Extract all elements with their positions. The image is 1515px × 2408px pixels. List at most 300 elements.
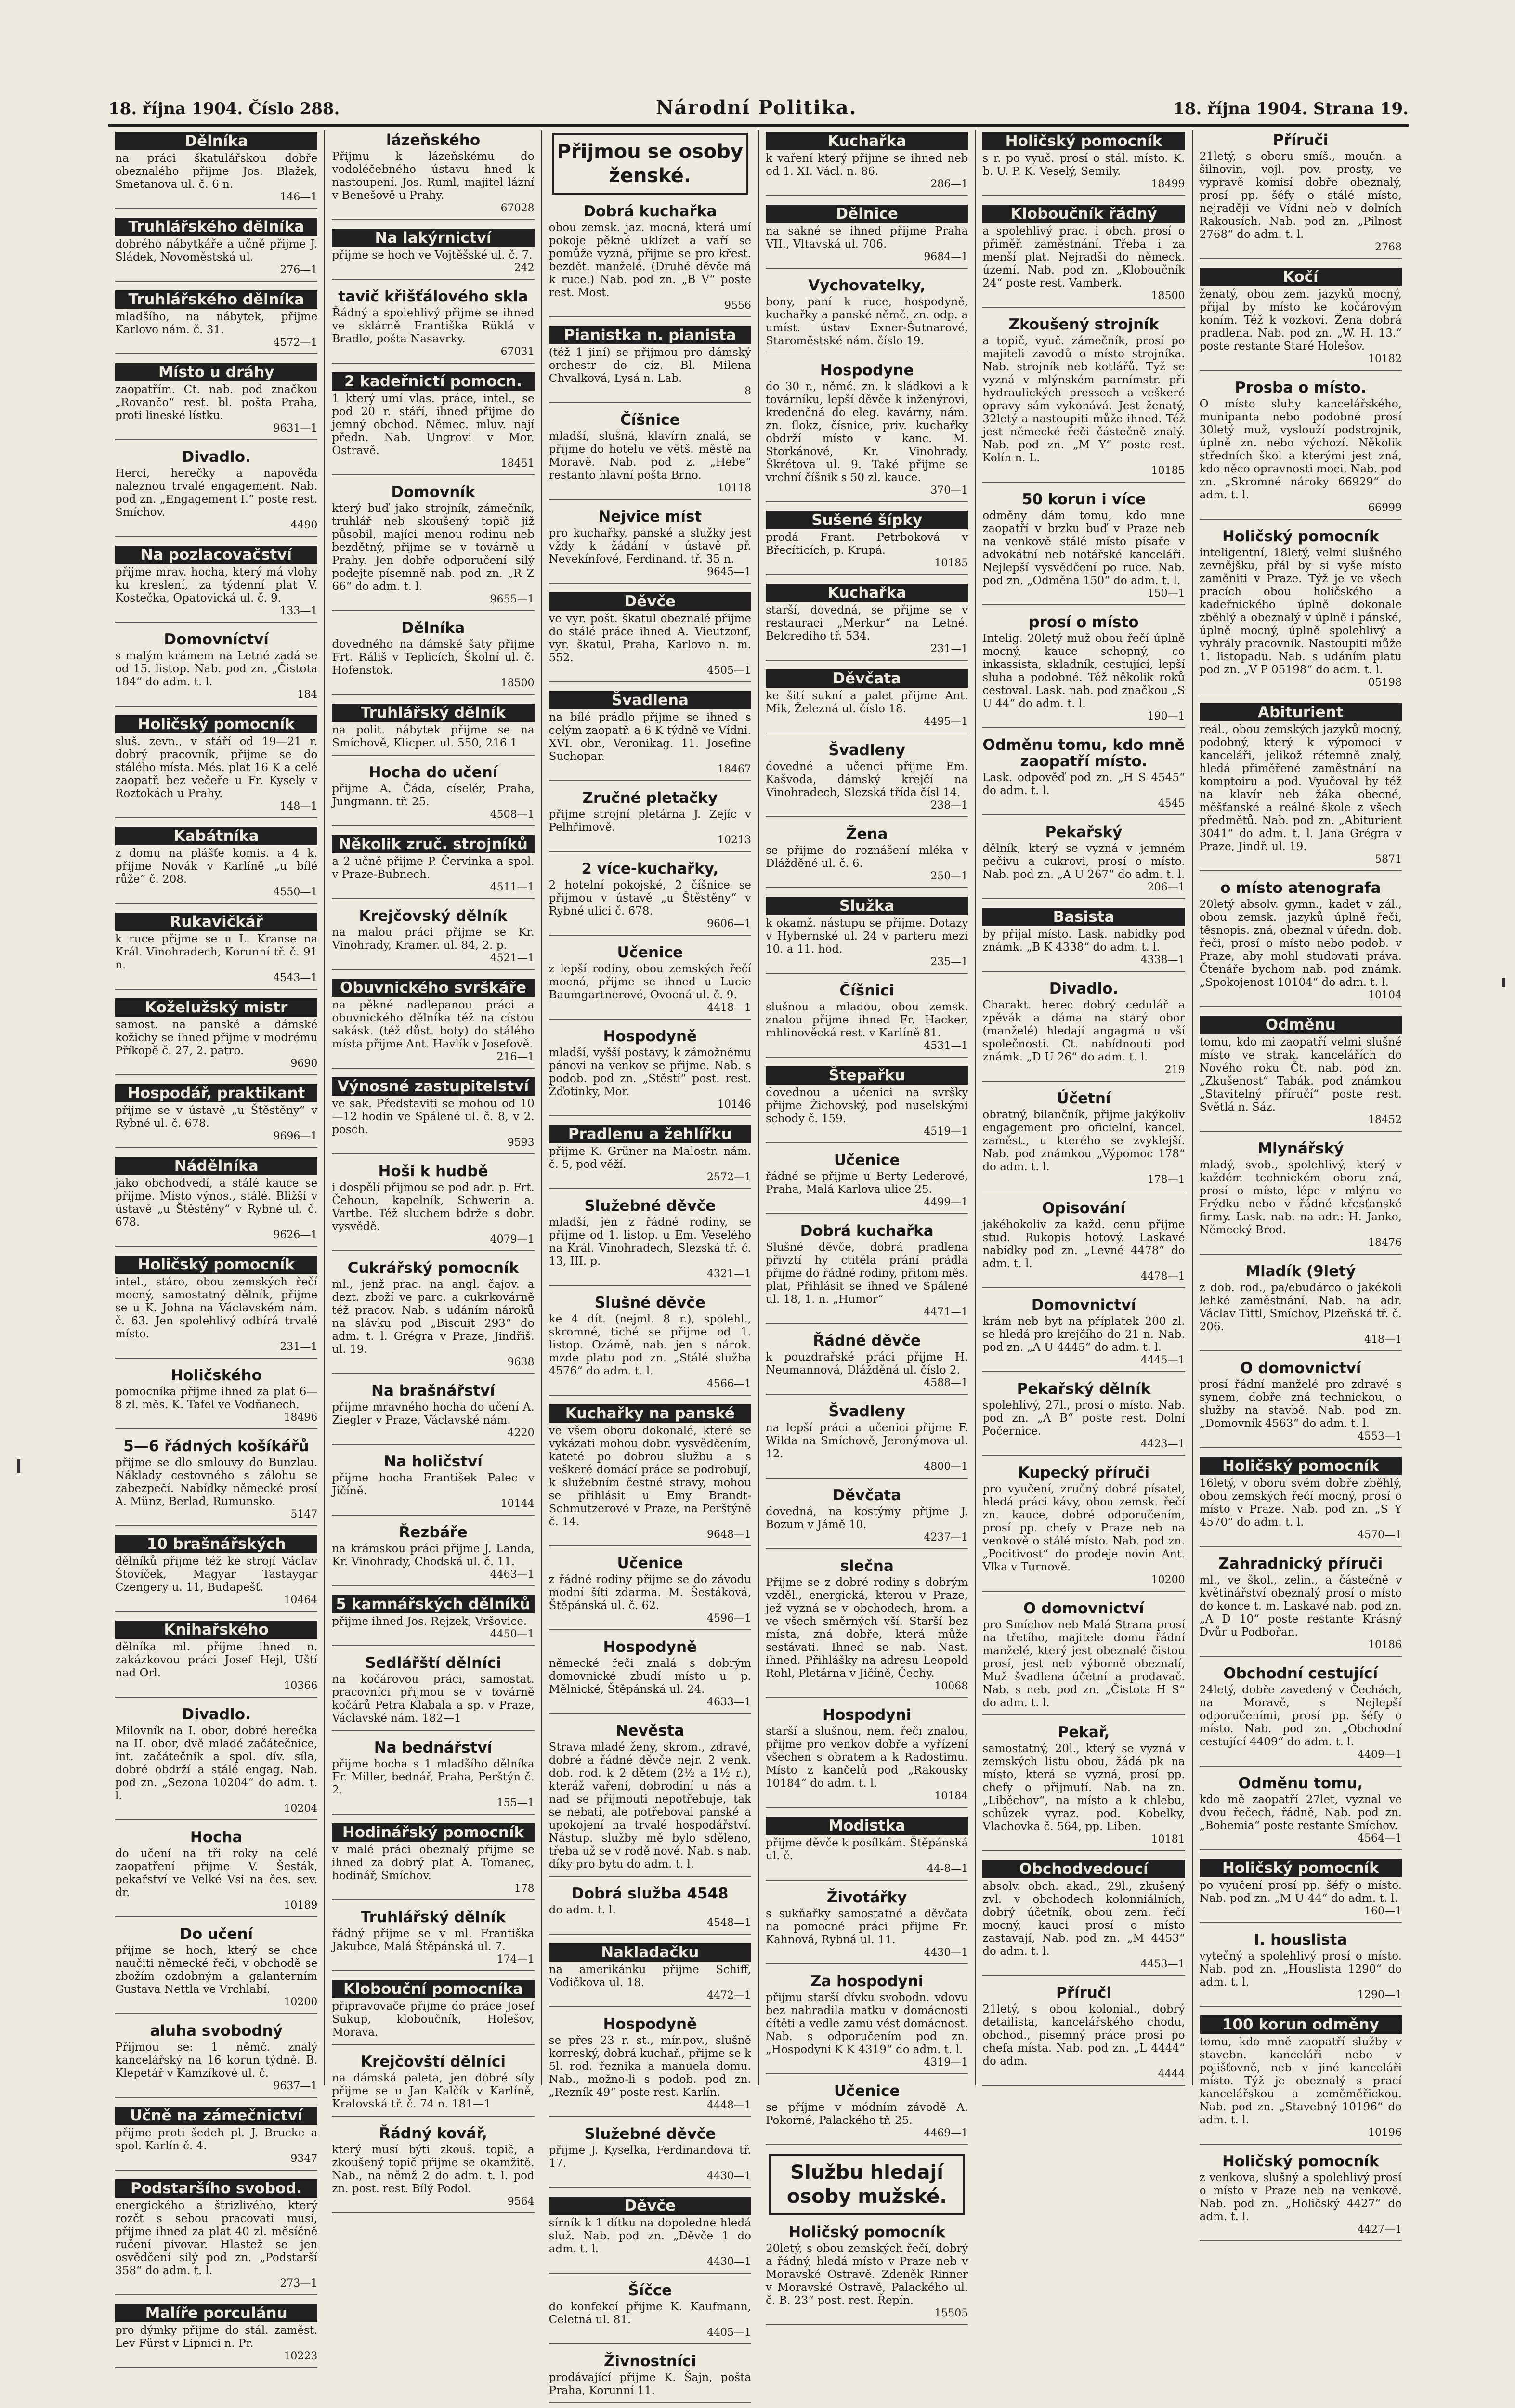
ad-body: s sukňařky samostatné a děvčata na pomocné práci přijme Fr. Kahnová, Rybná ul. 11. xyxy=(765,1908,968,1946)
ad-heading-text: Nevěsta xyxy=(615,1722,685,1740)
classified-ad xyxy=(115,546,317,623)
classified-ad xyxy=(1200,880,1402,1007)
ad-heading xyxy=(549,691,751,709)
classified-ad xyxy=(115,631,317,707)
ad-reference-number: 4531—1 xyxy=(924,1040,968,1052)
ad-heading xyxy=(982,1465,1185,1481)
classified-ad xyxy=(549,509,751,584)
ad-reference-number: 178—1 xyxy=(1147,1174,1185,1186)
ad-heading-text: Krejčovští dělníci xyxy=(360,2053,506,2070)
ad-heading xyxy=(115,2304,317,2322)
ad-heading-text: Holičský pomocník xyxy=(1200,1859,1402,1877)
ad-heading-text: Pradlenu a žehlířku xyxy=(549,1125,751,1143)
ad-heading xyxy=(549,1404,751,1423)
ad-heading xyxy=(549,2126,751,2142)
classified-ad xyxy=(766,1333,968,1395)
ad-reference-number: 4430—1 xyxy=(706,2170,751,2182)
ad-reference-number: 66999 xyxy=(1368,502,1402,514)
ad-heading-text: Do učení xyxy=(180,1925,253,1943)
ad-heading-text: Modistka xyxy=(766,1817,968,1835)
ad-reference-number: 4444 xyxy=(1158,2068,1185,2080)
classified-ad xyxy=(982,824,1185,899)
ad-heading xyxy=(115,1926,317,1942)
ad-body: starší a slušnou, nem. řeči znalou, přijme pro venkov dobře a vyřízení všechen s obratem a k Radostimu. Místo z kančelů pod „Rakousky 10184“ do adm. t. l. xyxy=(765,1725,968,1790)
ad-heading xyxy=(766,1707,968,1723)
classified-ad xyxy=(982,1600,1185,1715)
ad-body: do učení na tři roky na celé zaopatření přijme V. Šesták, pekařství ve Velké Vsi na čes. sev. dr. xyxy=(115,1847,318,1899)
ad-body: přijme mrav. hocha, který má vlohy ku kreslení, za týdenní plat V. Kostečka, Opatovická ul. č. 9. xyxy=(115,566,318,604)
ad-heading xyxy=(982,1090,1185,1107)
ad-body: a spolehlivý prac. i obch. prosí o přiměř. zaměstnání. Třeba i za menší plat. Nejradši do německ. území. Nab. pod zn. „Kloboučník 24“ poste rest. Vamberk. xyxy=(982,225,1185,289)
classified-ad xyxy=(332,1909,534,1971)
ad-heading-text: prosí o místo xyxy=(1029,614,1139,631)
ad-reference-number: 4519—1 xyxy=(924,1125,968,1138)
classified-ad xyxy=(332,1260,534,1374)
newspaper-title: Národní Politika. xyxy=(655,96,857,119)
ad-reference-number: 276—1 xyxy=(280,264,318,276)
ad-body: z řádné rodiny přijme se do závodu modní šíti zdarma. M. Šestáková, Štěpánská ul. č. 62. xyxy=(549,1573,751,1612)
ad-body: 20letý absolv. gymn., kadet v zál., obou zemsk. jazyků úplně řeči, těsnopis. zná, obeznal v úředn. dob. řeči, prosí o místo nebo podob. v Praze, aby mohl studovati práva. Čtenáře bychom nab. pod známk. „Spokojenost 10104“ do adm. t. l. xyxy=(1199,898,1402,989)
classified-ad xyxy=(982,1724,1185,1851)
ad-body: bony, paní k ruce, hospodyně, kuchařky a panské němč. zn. odp. a umíst. ústav Exner-Šutnarové, Staroměstské nám. číslo 19. xyxy=(765,296,968,347)
ad-reference-number: 10196 xyxy=(1368,2127,1402,2139)
ad-heading-text: aluha svobodný xyxy=(150,2022,283,2040)
classified-ad xyxy=(766,897,968,974)
ad-heading xyxy=(332,132,534,148)
ad-heading-text: 5—6 řádných košíkářů xyxy=(123,1438,310,1455)
ad-heading xyxy=(115,998,317,1017)
ad-body: dovednou a učenici na svršky přijme Žichovský, pod nuselskými schody č. 159. xyxy=(765,1086,968,1125)
classified-ad xyxy=(766,1403,968,1479)
ad-heading xyxy=(332,835,534,853)
classified-ad xyxy=(332,1980,534,2045)
ad-heading xyxy=(982,614,1185,630)
ad-reference-number: 10146 xyxy=(717,1099,751,1111)
ad-reference-number: 4321—1 xyxy=(706,1268,751,1280)
ad-body: do konfekcí přijme K. Kaufmann, Celetná ul. 81. xyxy=(549,2301,751,2326)
ad-body: 21letý, s obou kolonial., dobrý detailista, kancelářského chodu, obchod., pisemný práce prosi po chefa místa. Nab. pod zn. „L 4444“ do adm. xyxy=(982,2003,1185,2068)
ad-body: prodávající přijme K. Šajn, pošta Praha, Korunní 11. xyxy=(549,2371,751,2397)
ad-reference-number: 4508—1 xyxy=(490,809,535,821)
ad-heading-text: Číšnici xyxy=(839,982,894,999)
ad-body: sluš. zevn., v stáří od 19—21 r. dobrý pracovník, přijme se do stálého místa. Més. plat 16 K a celé zaopatř. bez večeře u Fr. Kysely v Roztokách u Prahy. xyxy=(115,735,318,800)
ad-heading-text: Pekařský dělník xyxy=(1017,1380,1151,1398)
ad-body: tomu, kdo mně zaopatří služby v stavebn. kanceláři nebo v pojišťovně, neb v jiné kanceláři místo. Týž je obeznalý s prací kancelářskou a zeměměřickou. Nab. pod zn. „Stavebný 10196“ do adm. t. l. xyxy=(1199,2036,1402,2126)
ad-reference-number: 9645—1 xyxy=(706,566,751,578)
ad-heading-text: 2 více-kuchařky, xyxy=(581,860,719,877)
ad-body: (též 1 jiní) se přijmou pro dámský orchestr do cíz. Bl. Milena Chvalková, Lysá n. Lab. xyxy=(549,346,751,385)
ad-heading-text: 100 korun odměny xyxy=(1200,2015,1402,2034)
classified-ad xyxy=(549,592,751,682)
ad-body: ml., jenž prac. na angl. čajov. a dezt. zboží ve parc. a cukrkovárně též pracov. Nab. s udáním nároků na slávku pod „Biscuit 293“ do adm. t. l. Grégra v Praze, Jindřiš. ul. 19. xyxy=(332,1278,535,1356)
ad-heading-text: lázeňského xyxy=(386,131,481,149)
classified-ad xyxy=(982,316,1185,483)
ad-reference-number: 05198 xyxy=(1368,677,1402,689)
ad-reference-number: 9593 xyxy=(507,1137,535,1149)
ad-body: připravovače přijme do práce Josef Sukup, kloboučník, Holešov, Morava. xyxy=(332,2000,535,2039)
ad-heading xyxy=(982,981,1185,997)
classified-ad xyxy=(332,2125,534,2213)
ad-heading xyxy=(982,205,1185,223)
page-columns xyxy=(108,130,1409,2397)
ad-heading xyxy=(1200,1457,1402,1475)
classified-ad xyxy=(549,2282,751,2344)
ad-body: ve všem oboru dokonalé, které se vykázati mohou dobr. vysvědčením, kateté po dobrou službu a s veškeré domácí práce se podrobují, k služebním čestné stravy, mohou se přihlásit u Emy Brandt-Schmutzerové v Praze, na Perštýně č. 14. xyxy=(549,1425,751,1528)
ad-heading-text: Za hospodyni xyxy=(810,1973,924,1990)
ad-reference-number: 4469—1 xyxy=(924,2127,968,2139)
ad-reference-number: 4564—1 xyxy=(1357,1832,1402,1845)
ad-reference-number: 9626—1 xyxy=(273,1229,318,1241)
ad-body: do adm. t. l. xyxy=(549,1904,616,1916)
ad-heading-text: Děvčata xyxy=(766,669,968,688)
ad-heading-text: Obuvnického svrškáře xyxy=(332,979,534,997)
ad-heading xyxy=(115,1084,317,1102)
ad-body: přijme děvče k posílkám. Štěpánská ul. č. xyxy=(765,1837,968,1862)
ad-body: Přijmou se: 1 němč. znalý kancelářský na 16 korun týdně. B. Klepetář v Kamzíkové ul. č. xyxy=(115,2041,318,2080)
ad-heading-text: Abiturient xyxy=(1200,703,1402,721)
classified-ad xyxy=(332,764,534,826)
classified-ad xyxy=(1200,2153,1402,2241)
ad-heading-text: Holičský pomocník xyxy=(115,715,317,733)
ad-reference-number: 9556 xyxy=(724,300,751,312)
ad-heading-text: Zručné pletačky xyxy=(582,789,718,807)
ad-body: z lepší rodiny, obou zemských řečí mocná, přijme se ihned u Lucie Baumgartnerové, Ovocná ul. č. 9. xyxy=(549,963,751,1001)
classified-ad xyxy=(766,669,968,733)
ad-heading xyxy=(549,1555,751,1571)
ad-heading-text: Švadlena xyxy=(549,691,751,709)
ad-heading-text: Dělníka xyxy=(401,619,465,637)
ad-heading-text: Truhlářského dělníka xyxy=(115,218,317,236)
ad-heading-text: Hodinářský pomocník xyxy=(332,1823,534,1842)
ad-heading-text: Švadleny xyxy=(828,1403,905,1420)
classified-ad xyxy=(332,1077,534,1154)
ad-heading xyxy=(1200,880,1402,896)
classified-ad xyxy=(1200,268,1402,371)
ad-body: přijme se dlo smlouvy do Bunzlau. Náklady cestovného s zálohu se zabezpečí. Nabídky německé prosí A. Münz, Berlad, Rumunsko. xyxy=(115,1456,318,1508)
ad-reference-number: 206—1 xyxy=(1147,881,1185,893)
ad-reference-number: 10200 xyxy=(284,1996,318,2008)
ad-reference-number: 4505—1 xyxy=(706,665,751,677)
classified-ad xyxy=(766,1066,968,1143)
ad-reference-number: 10185 xyxy=(1151,465,1185,477)
classified-ad xyxy=(766,1973,968,2074)
ad-reference-number: 178 xyxy=(514,1883,535,1895)
ad-body: německé řeči znalá s dobrým domovnické zbudí místo u p. Mělnické, Štěpánská ul. 24. xyxy=(549,1657,751,1696)
ad-body: s malým krámem na Letné zadá se od 15. listop. Nab. pod zn. „Čistota 184“ do adm. t. l. xyxy=(115,650,318,688)
ad-body: Slušné děvče, dobrá pradlena přivztí hy ctitěla prání prádla přijme do řádné rodiny, přitom měs. plat, Přihlásit se ihned ve Spálené ul. 18, 1. n. „Humor“ xyxy=(765,1241,968,1306)
classified-ad xyxy=(115,715,317,818)
ad-reference-number: 155—1 xyxy=(496,1797,535,1809)
ad-reference-number: 9631—1 xyxy=(273,422,318,434)
ad-heading xyxy=(549,412,751,428)
ad-body: řádné se přijme u Berty Lederové, Praha, Malá Karlova ulice 25. xyxy=(765,1170,968,1196)
ad-body: obratný, bilančník, přijme jakýkoliv engagement pro oficielní, kancel. zaměst., u kterého se zvyklejší. Nab. pod známkou „Výpomoc 178“ do adm. t. l. xyxy=(982,1109,1185,1173)
ad-heading-text: Odměnu tomu, kdo mně zaopatří místo. xyxy=(982,736,1185,770)
ad-heading-text: Služka xyxy=(766,897,968,915)
ad-reference-number: 10189 xyxy=(284,1899,318,1911)
classified-ad xyxy=(332,835,534,899)
classified-ad xyxy=(766,742,968,817)
ad-reference-number: 242 xyxy=(514,262,535,274)
ad-heading xyxy=(549,1723,751,1739)
header-rule xyxy=(108,124,1409,127)
ad-heading xyxy=(982,132,1185,150)
ad-body: mladší, slušná, klavírn znalá, se přijme do hotelu ve větš. městě na Moravě. Nab. pod z. „Hebe“ restanto hlavní pošta Brno. xyxy=(549,430,751,482)
ad-heading-text: Mlynářský xyxy=(1257,1140,1344,1157)
ad-heading-text: Učně na zámečnictví xyxy=(115,2107,317,2125)
ad-reference-number: 10181 xyxy=(1151,1833,1185,1845)
ad-reference-number: 286—1 xyxy=(930,178,968,190)
ad-heading-text: Nakladačku xyxy=(549,1943,751,1962)
ad-body: s r. po vyuč. prosí o stál. místo. K. b. U. P. K. Veselý, Semily. xyxy=(982,152,1185,178)
ad-heading xyxy=(549,1028,751,1045)
ad-body: energického a štrizlivého, který rozčt s sebou pracovati musí, přijme ihned za plat 40 zl. měsíčně ručení pivovar. Hlastež se jen osvědčení silý pod zn. „Podstarší 358“ do adm. t. l. xyxy=(115,2199,318,2277)
ad-heading-text: Hospodyně xyxy=(603,1028,697,1045)
classified-ad xyxy=(1200,528,1402,694)
ad-body: dělníka ml. přijme ihned n. zakázkovou práci Josef Hejl, Uští nad Orl. xyxy=(115,1641,318,1679)
ad-body: samostatný, 20l., který se vyzná v zemských listu obou, žádá pk na místo, která se vyzná, prosí pp. chefy o přijmutí. Nab. na zn. „Liběchov“, na místo a k chlebu, schůzek vyraz. pod. Kobelky, Vlachovka č. 564, pp. Liben. xyxy=(982,1742,1185,1833)
ad-heading xyxy=(1200,1263,1402,1280)
classified-ad xyxy=(766,511,968,575)
ad-heading xyxy=(766,511,968,529)
ad-body: v malé práci obeznalý přijme se ihned za dobrý plat A. Tomanec, hodinář, Smíchov. xyxy=(332,1844,535,1882)
ad-heading xyxy=(766,2083,968,2099)
ad-body: 21letý, s oboru smíš., moučn. a šilnovin, vojl. pov. prosty, ve vypravě komisí dobře obeznalý, prosí pp. šéfy o stálé místo, nejraději ve Vídni neb v dolních Rakousích. Nab. pod zn. „Pilnost 2768“ do adm. t. l. xyxy=(1199,150,1402,241)
ad-reference-number: 216—1 xyxy=(496,1051,535,1063)
ad-heading-text: I. houslista xyxy=(1254,1931,1347,1949)
ad-heading-text: Zahradnický příruči xyxy=(1218,1555,1383,1572)
ad-heading xyxy=(332,1909,534,1925)
ad-heading-text: Dobrá služba 4548 xyxy=(572,1885,729,1902)
ad-body: na práci škatulářskou dobře obeznalého přijme Jos. Blažek, Smetanova ul. č. 6 n. xyxy=(115,152,318,191)
ad-body: absolv. obch. akad., 29l., zkušený zvl. v obchodech kolonniálních, dobrý účetník, obou zem. řečí mocný, kauci prosí o místo zastavají, Nab. pod zn. „M 4453“ do adm. t. l. xyxy=(982,1880,1185,1958)
ad-heading-text: Děvče xyxy=(549,592,751,611)
ad-heading-text: Na holičství xyxy=(384,1453,483,1470)
ad-body: přijme proti šedeh pl. J. Brucke a spol. Karlín č. 4. xyxy=(115,2127,318,2152)
ad-heading xyxy=(332,620,534,636)
column-4 xyxy=(759,130,976,2319)
ad-heading-text: Sušené šípky xyxy=(766,511,968,529)
ad-reference-number: 4450—1 xyxy=(490,1628,535,1640)
ad-reference-number: 4633—1 xyxy=(706,1696,751,1708)
ad-heading-text: Odměnu tomu, xyxy=(1238,1775,1363,1792)
ad-reference-number: 4553—1 xyxy=(1357,1430,1402,1442)
ad-reference-number: 18496 xyxy=(284,1412,318,1424)
classified-ad xyxy=(549,412,751,500)
ad-reference-number: 238—1 xyxy=(930,799,968,811)
ad-reference-number: 10464 xyxy=(284,1594,318,1606)
classified-ad xyxy=(1200,2015,1402,2145)
ad-reference-number: 4409—1 xyxy=(1357,1749,1402,1761)
classified-ad xyxy=(332,1740,534,1815)
ad-heading xyxy=(766,826,968,842)
ad-heading xyxy=(332,764,534,781)
ad-heading xyxy=(1200,1665,1402,1682)
ad-body: na kočárovou práci, samostat. pracovníci přijmou se v továrně kočárů Petra Klabala a sp. v Praze, Václavské nám. 182—1 xyxy=(332,1673,535,1725)
ad-body: k ruce přijme se u L. Kranse na Král. Vinohradech, Korunní tř. č. 91 n. xyxy=(115,933,318,971)
classified-ad xyxy=(332,229,534,280)
ad-reference-number: 9648—1 xyxy=(706,1529,751,1541)
classified-ad xyxy=(549,1885,751,1935)
ad-heading-text: Děvčata xyxy=(833,1487,901,1504)
classified-ad xyxy=(1200,380,1402,520)
ad-reference-number: 4495—1 xyxy=(924,716,968,728)
ad-reference-number: 4445—1 xyxy=(1140,1354,1185,1366)
ad-body: starší, dovedná, se přijme se v restauraci „Merkur“ na Letné. Belcrediho tř. 534. xyxy=(765,604,968,642)
ad-reference-number: 160—1 xyxy=(1364,1905,1402,1917)
ad-heading-text: Holičský pomocník xyxy=(115,1256,317,1274)
classified-ad xyxy=(766,826,968,888)
ad-heading-text: Hospodář, praktikant xyxy=(115,1084,317,1102)
ad-reference-number: 219 xyxy=(1164,1064,1185,1076)
ad-reference-number: 18467 xyxy=(717,763,751,775)
ad-body: přijme hocha František Palec v Jičíně. xyxy=(332,1472,535,1497)
ad-body: na lepší práci a učenici přijme F. Wilda na Smíchově, Jeronýmova ul. 12. xyxy=(765,1422,968,1460)
ad-body: Lask. odpověď pod zn. „H S 4545“ do adm. t. l. xyxy=(982,772,1185,797)
ad-body: i dospělí přijmou se pod adr. p. Frt. Čehoun, kapelník, Schwerin a. Vartbe. Též sluchem bdrže s dobr. vysvědě. xyxy=(332,1181,535,1233)
ad-reference-number: 18499 xyxy=(1151,178,1185,190)
ad-reference-number: 10200 xyxy=(1151,1574,1185,1586)
classified-ad xyxy=(332,1163,534,1251)
ad-heading-text: Dobrá kuchařka xyxy=(583,203,717,220)
ad-body: z dob. rod., pa/ebuđárco o jakékoli lehké zaměstnání. Nab. na adr. Václav Tittl, Smíchov, Plzeňská tř. č. 206. xyxy=(1199,1282,1402,1333)
ad-heading-text: Domovník xyxy=(391,484,475,501)
column-2 xyxy=(325,130,542,2208)
classified-ad xyxy=(115,827,317,904)
ad-body: jakéhokoliv za každ. cenu přijme stud. Rukopis hotový. Laskavé nabídky pod zn. „Levné 4478“ do adm. t. l. xyxy=(982,1218,1185,1270)
classified-ad xyxy=(549,1028,751,1116)
classified-ad xyxy=(549,861,751,936)
classified-ad xyxy=(549,790,751,852)
ad-heading-text: tavič křišťálového skla xyxy=(338,288,528,305)
ad-heading xyxy=(332,484,534,500)
classified-ad xyxy=(766,362,968,502)
ad-body: na polit. nábytek přijme se na Smíchově, Klicper. ul. 550, 216 1 xyxy=(332,724,535,749)
ad-body: pro kuchařky, panské a služky jest vždy k žádání v ústavě př. Nevekínfové, Ferdinand. tř. 35 n. xyxy=(549,527,751,565)
ad-heading-text: Holičský pomocník xyxy=(1222,528,1379,545)
ad-body: se příjme v módním závodě A. Pokorné, Palackého tř. 25. xyxy=(765,2101,968,2127)
ad-heading-text: Prosba o místo. xyxy=(1235,379,1367,396)
classified-ad xyxy=(549,203,751,317)
classified-ad xyxy=(982,908,1185,972)
classified-ad xyxy=(982,205,1185,308)
ad-body: odměny dám tomu, kdo mne zaopatří v brzku buď v Praze neb na venkově stálé místo písaře v advokátní neb notářské kanceláři. Nejlepší vysvědčení po ruce. Nab. pod zn. „Odměna 150“ do adm. t. l. xyxy=(982,510,1185,587)
classified-ad xyxy=(982,1297,1185,1372)
ad-reference-number: 10186 xyxy=(1368,1639,1402,1651)
ad-heading xyxy=(332,1453,534,1470)
ad-heading-text: Podstaršího svobod. xyxy=(115,2179,317,2198)
classified-ad xyxy=(332,1823,534,1900)
ad-reference-number: 4453—1 xyxy=(1140,1958,1185,1970)
ad-heading-text: Učenice xyxy=(834,1152,900,1169)
ad-reference-number: 2768 xyxy=(1374,241,1402,253)
ad-reference-number: 10213 xyxy=(717,834,751,846)
ad-heading xyxy=(115,546,317,564)
ad-heading xyxy=(766,742,968,759)
classified-ad xyxy=(766,1817,968,1881)
classified-ad xyxy=(549,2353,751,2403)
ad-body: se přijme do roznášení mléka v Dlážděné ul. č. 6. xyxy=(765,844,968,870)
ad-heading-text: Švadleny xyxy=(828,742,905,759)
ad-heading-text: Vychovatelky, xyxy=(808,277,926,294)
classified-ad xyxy=(1200,1775,1402,1850)
classified-ad xyxy=(115,1084,317,1148)
classified-ad xyxy=(1200,703,1402,871)
classified-ad xyxy=(549,1295,751,1396)
classified-ad xyxy=(115,363,317,440)
classified-ad xyxy=(549,1723,751,1877)
ad-heading xyxy=(982,491,1185,508)
ad-heading xyxy=(1200,268,1402,286)
ad-reference-number: 4572—1 xyxy=(273,337,318,349)
ad-heading xyxy=(766,132,968,150)
ad-reference-number: 8 xyxy=(744,385,751,397)
classified-ad xyxy=(766,584,968,661)
ad-heading-text: Kabátníka xyxy=(115,827,317,845)
classified-ad xyxy=(1200,1140,1402,1255)
ad-heading-text: Holičský pomocník xyxy=(788,2224,945,2241)
classified-ad xyxy=(549,1555,751,1630)
classified-ad xyxy=(549,326,751,403)
ad-reference-number: 4511—1 xyxy=(490,881,535,893)
ad-reference-number: 9637—1 xyxy=(273,2080,318,2092)
ad-heading xyxy=(982,1985,1185,2001)
ad-reference-number: 4220 xyxy=(507,1427,535,1439)
ad-heading xyxy=(766,1487,968,1504)
ad-heading-text: Příruči xyxy=(1273,131,1329,149)
ad-heading xyxy=(549,1125,751,1143)
ad-heading xyxy=(766,1223,968,1239)
ad-body: se přes 23 r. st., mír.pov., slušně korreský, dobrá kuchař., přijme se k 5l. rod. řeznika a manuela domu. Nab., možno-li s podob. pod zn. „Rezník 49“ poste rest. Karlín. xyxy=(549,2034,751,2099)
ad-heading xyxy=(332,2054,534,2070)
ad-heading-text: Životářky xyxy=(826,1889,907,1906)
ad-heading xyxy=(549,509,751,525)
ad-heading xyxy=(766,2224,968,2240)
ad-heading-text: Učenice xyxy=(834,2082,900,2100)
ad-reference-number: 174—1 xyxy=(496,1953,535,1965)
ad-reference-number: 9347 xyxy=(290,2153,318,2165)
ad-reference-number: 18500 xyxy=(500,677,535,689)
ad-reference-number: 10366 xyxy=(284,1680,318,1692)
ad-heading xyxy=(332,1980,534,1998)
ad-reference-number: 10118 xyxy=(717,482,751,494)
ad-heading xyxy=(766,1403,968,1420)
ad-heading-text: Hospodyně xyxy=(603,1638,697,1656)
classified-ad xyxy=(115,1621,317,1698)
ad-reference-number: 4423—1 xyxy=(1140,1438,1185,1450)
ad-body: k vaření který přijme se ihned neb od 1. XI. Václ. n. 86. xyxy=(765,152,968,178)
ad-heading-text: Divadlo. xyxy=(1049,980,1119,997)
ad-body: obou zemsk. jaz. mocná, která umí pokoje pěkné uklízet a vaří se pomůže vyzná, přijme se pro křest. bezdět. manželé. (Druhé děvče má k ruce.) Nab. pod zn. „B V“ poste rest. Most. xyxy=(549,222,751,299)
ad-body: po vyučení prosí pp. šéfy o místo. Nab. pod zn. „M U 44“ do adm. t. l. xyxy=(1199,1879,1402,1905)
ad-heading-text: Basista xyxy=(982,908,1185,926)
ad-heading xyxy=(766,669,968,688)
ad-heading xyxy=(115,827,317,845)
classified-ad xyxy=(115,2107,317,2171)
classified-ad xyxy=(1200,132,1402,259)
ad-reference-number: 4427—1 xyxy=(1357,2224,1402,2236)
classified-ad xyxy=(115,1157,317,1247)
ad-reference-number: 10185 xyxy=(934,557,968,569)
classified-ad xyxy=(115,1367,317,1429)
ad-heading xyxy=(549,2353,751,2369)
ad-heading xyxy=(332,1655,534,1671)
ad-body: dobrého nábytkáře a učně přijme J. Sládek, Novoměstská ul. xyxy=(115,238,318,263)
ad-heading xyxy=(766,982,968,999)
ad-reference-number: 4463—1 xyxy=(490,1569,535,1581)
ad-heading-text: 10 brašnářských xyxy=(115,1535,317,1553)
ad-reference-number: 4566—1 xyxy=(706,1378,751,1390)
